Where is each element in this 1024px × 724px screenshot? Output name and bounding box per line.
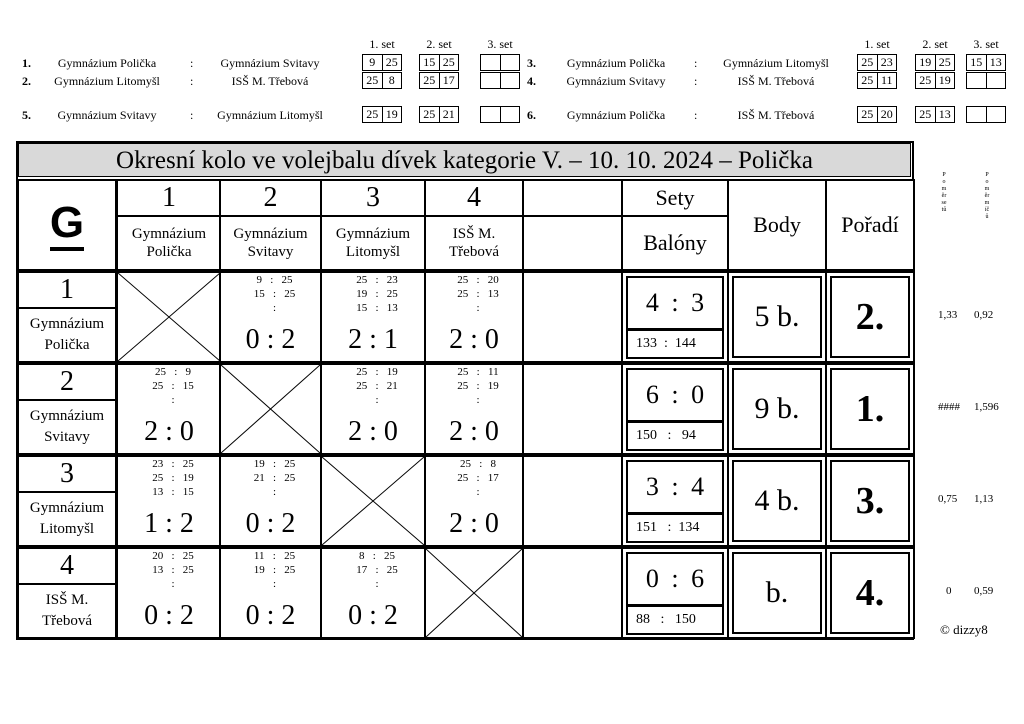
- set-home-score: 25: [366, 73, 379, 87]
- empty-header: [522, 179, 623, 217]
- group-letter: G: [50, 199, 84, 251]
- match-result: 0 : 2: [348, 600, 398, 631]
- away-team: Gymnázium Litomyšl: [217, 108, 323, 122]
- set-away-score: [986, 73, 1006, 88]
- ratio-header: Poměr setů: [941, 172, 947, 213]
- row-number: 4: [17, 547, 117, 585]
- column-number: 1: [116, 179, 222, 217]
- match-result: 2 : 0: [348, 416, 398, 447]
- match-number: 5.: [22, 108, 31, 122]
- table-title: Okresní kolo ve volejbalu dívek kategorie V. – 10. 10. 2024 – Polička: [18, 143, 911, 177]
- set-away-score: 11: [877, 73, 897, 88]
- match-number: 1.: [22, 56, 31, 70]
- set-home-score: [481, 73, 500, 88]
- rank-value: 1.: [830, 368, 910, 450]
- sets-ratio: 4 : 3: [626, 276, 724, 330]
- column-team-name: Gymnázium Litomyšl: [320, 215, 426, 271]
- set-away-score: [500, 73, 520, 88]
- match-cell: [320, 363, 426, 455]
- set-home-score: 25: [919, 107, 932, 121]
- separator: :: [190, 74, 194, 88]
- empty-cell: [522, 455, 623, 547]
- points-header: Body: [727, 179, 827, 271]
- set-score-box: [857, 106, 897, 123]
- match-cell: [424, 363, 524, 455]
- ball-ratio-value: 0,59: [974, 585, 994, 597]
- set-away-score: 13: [986, 55, 1006, 70]
- sets-balls-cell: [621, 455, 729, 547]
- set-away-score: 25: [382, 55, 402, 70]
- set-score-box: [857, 54, 897, 71]
- set-score-box: [966, 72, 1006, 89]
- set-home-score: 25: [919, 73, 932, 87]
- set-home-score: 15: [970, 55, 983, 69]
- set-header: 2. set: [922, 37, 948, 51]
- match-result: 0 : 2: [245, 600, 296, 631]
- set-scores: 25 : 8 25 : 17 :: [457, 458, 499, 498]
- points-cell: [727, 363, 827, 455]
- set-score-box: [966, 106, 1006, 123]
- set-scores: 23 : 25 25 : 19 13 : 15: [152, 458, 194, 498]
- set-home-score: 25: [861, 73, 874, 87]
- set-home-score: 25: [366, 107, 379, 121]
- set-scores: 20 : 25 13 : 25 :: [152, 550, 194, 590]
- match-number: 4.: [527, 74, 536, 88]
- group-label: [17, 179, 117, 271]
- separator: :: [190, 108, 194, 122]
- points-cell: [727, 547, 827, 639]
- match-result: 2 : 0: [144, 416, 194, 447]
- set-score-box: [419, 54, 459, 71]
- match-cell: [219, 547, 322, 639]
- separator: :: [694, 74, 698, 88]
- balls-header: Balóny: [621, 215, 729, 271]
- set-header: 2. set: [426, 37, 452, 51]
- balls-ratio: 88 : 150: [626, 605, 724, 635]
- sets-balls-cell: [621, 271, 729, 363]
- match-number: 3.: [527, 56, 536, 70]
- points-value: 5 b.: [732, 276, 822, 358]
- rank-cell: [825, 363, 915, 455]
- empty-header: [522, 215, 623, 271]
- set-away-score: 19: [382, 107, 402, 122]
- column-team-name: Gymnázium Svitavy: [219, 215, 322, 271]
- row-number: 3: [17, 455, 117, 493]
- match-cell: [116, 363, 222, 455]
- set-score-box: [480, 72, 520, 89]
- sets-balls-cell: [621, 547, 729, 639]
- ball-ratio-value: 1,596: [974, 401, 999, 413]
- set-score-box: [419, 72, 459, 89]
- match-cell: [424, 455, 524, 547]
- empty-cell: [522, 363, 623, 455]
- away-team: Gymnázium Litomyšl: [723, 56, 829, 70]
- set-scores: 11 : 25 19 : 25 :: [253, 550, 296, 590]
- row-team-name: ISŠ M. Třebová: [17, 583, 117, 639]
- sets-ratio: 6 : 0: [626, 368, 724, 422]
- set-home-score: 19: [919, 55, 932, 69]
- balls-ratio: 151 : 134: [626, 513, 724, 543]
- rank-cell: [825, 455, 915, 547]
- match-cell: [424, 271, 524, 363]
- set-score-box: [419, 106, 459, 123]
- match-cell: [116, 455, 222, 547]
- match-cell: [320, 271, 426, 363]
- set-away-score: 8: [382, 73, 402, 88]
- rank-value: 3.: [830, 460, 910, 542]
- ball-ratio-value: 0,92: [974, 309, 994, 321]
- diagonal-cell: [424, 547, 524, 639]
- set-score-box: [362, 72, 402, 89]
- cross-mark: [322, 457, 424, 545]
- set-scores: 19 : 25 21 : 25 :: [253, 458, 296, 498]
- home-team: Gymnázium Litomyšl: [54, 74, 160, 88]
- set-header: 1. set: [864, 37, 890, 51]
- set-score-box: [480, 106, 520, 123]
- separator: :: [694, 108, 698, 122]
- points-cell: [727, 455, 827, 547]
- ratio-header: Poměr míčů: [984, 172, 990, 220]
- away-team: ISŠ M. Třebová: [737, 108, 815, 122]
- sets-ratio: 3 : 4: [626, 460, 724, 514]
- empty-cell: [522, 547, 623, 639]
- set-away-score: [986, 107, 1006, 122]
- set-home-score: [481, 107, 500, 122]
- set-away-score: 25: [935, 55, 955, 70]
- match-cell: [219, 271, 322, 363]
- home-team: Gymnázium Polička: [566, 108, 666, 122]
- set-home-score: [967, 73, 986, 88]
- set-header: 3. set: [973, 37, 999, 51]
- away-team: ISŠ M. Třebová: [737, 74, 815, 88]
- match-result: 1 : 2: [144, 508, 194, 539]
- match-number: 6.: [527, 108, 536, 122]
- cross-mark: [426, 549, 522, 637]
- separator: :: [694, 56, 698, 70]
- home-team: Gymnázium Svitavy: [566, 74, 666, 88]
- set-scores: 25 : 11 25 : 19 :: [457, 366, 499, 406]
- cross-mark: [221, 365, 320, 453]
- column-number: 4: [424, 179, 524, 217]
- points-value: 4 b.: [732, 460, 822, 542]
- set-score-box: [857, 72, 897, 89]
- set-home-score: 25: [861, 107, 874, 121]
- match-cell: [320, 547, 426, 639]
- set-scores: 25 : 23 19 : 25 15 : 13: [356, 274, 398, 314]
- rank-header: Pořadí: [825, 179, 915, 271]
- set-score-box: [915, 106, 955, 123]
- points-value: 9 b.: [732, 368, 822, 450]
- match-result: 0 : 2: [245, 508, 296, 539]
- balls-ratio: 133 : 144: [626, 329, 724, 359]
- sets-ratio: 0 : 6: [626, 552, 724, 606]
- set-away-score: [500, 55, 520, 70]
- set-scores: 8 : 25 17 : 25 :: [356, 550, 398, 590]
- home-team: Gymnázium Svitavy: [57, 108, 157, 122]
- match-result: 0 : 2: [144, 600, 194, 631]
- column-number: 3: [320, 179, 426, 217]
- match-result: 0 : 2: [245, 324, 296, 355]
- match-cell: [116, 547, 222, 639]
- match-cell: [219, 455, 322, 547]
- set-home-score: 25: [423, 107, 436, 121]
- row-number: 1: [17, 271, 117, 309]
- set-ratio-value: 0: [946, 585, 952, 597]
- set-score-box: [915, 54, 955, 71]
- row-team-name: Gymnázium Svitavy: [17, 399, 117, 455]
- diagonal-cell: [116, 271, 222, 363]
- away-team: ISŠ M. Třebová: [231, 74, 309, 88]
- set-scores: 25 : 19 25 : 21 :: [356, 366, 398, 406]
- match-result: 2 : 0: [449, 508, 499, 539]
- set-header: 1. set: [369, 37, 395, 51]
- separator: :: [190, 56, 194, 70]
- cross-mark: [118, 273, 220, 361]
- set-home-score: [967, 107, 986, 122]
- set-scores: 25 : 9 25 : 15 :: [152, 366, 194, 406]
- set-away-score: 25: [439, 55, 459, 70]
- match-result: 2 : 0: [449, 416, 499, 447]
- set-away-score: 19: [935, 73, 955, 88]
- set-home-score: 9: [369, 55, 376, 69]
- set-home-score: 25: [861, 55, 874, 69]
- set-scores: 25 : 20 25 : 13 :: [457, 274, 499, 314]
- diagonal-cell: [219, 363, 322, 455]
- set-home-score: 25: [423, 73, 436, 87]
- match-result: 2 : 0: [449, 324, 499, 355]
- copyright: © dizzy8: [940, 622, 988, 637]
- set-score-box: [915, 72, 955, 89]
- set-score-box: [362, 106, 402, 123]
- set-away-score: 23: [877, 55, 897, 70]
- away-team: Gymnázium Svitavy: [220, 56, 320, 70]
- set-away-score: 20: [877, 107, 897, 122]
- home-team: Gymnázium Polička: [57, 56, 157, 70]
- sets-header: Sety: [621, 179, 729, 217]
- row-team-name: Gymnázium Polička: [17, 307, 117, 363]
- set-score-box: [480, 54, 520, 71]
- set-ratio-value: 0,75: [938, 493, 958, 505]
- column-team-name: ISŠ M. Třebová: [424, 215, 524, 271]
- set-scores: 9 : 25 15 : 25 :: [253, 274, 296, 314]
- home-team: Gymnázium Polička: [566, 56, 666, 70]
- rank-cell: [825, 271, 915, 363]
- balls-ratio: 150 : 94: [626, 421, 724, 451]
- set-score-box: [362, 54, 402, 71]
- points-cell: [727, 271, 827, 363]
- diagonal-cell: [320, 455, 426, 547]
- rank-value: 4.: [830, 552, 910, 634]
- set-score-box: [966, 54, 1006, 71]
- match-result: 2 : 1: [348, 324, 398, 355]
- match-number: 2.: [22, 74, 31, 88]
- row-team-name: Gymnázium Litomyšl: [17, 491, 117, 547]
- column-team-name: Gymnázium Polička: [116, 215, 222, 271]
- column-number: 2: [219, 179, 322, 217]
- points-value: b.: [732, 552, 822, 634]
- rank-cell: [825, 547, 915, 639]
- rank-value: 2.: [830, 276, 910, 358]
- empty-cell: [522, 271, 623, 363]
- sets-balls-cell: [621, 363, 729, 455]
- set-away-score: 13: [935, 107, 955, 122]
- set-away-score: [500, 107, 520, 122]
- set-ratio-value: 1,33: [938, 309, 958, 321]
- set-header: 3. set: [487, 37, 513, 51]
- set-home-score: 15: [423, 55, 436, 69]
- set-away-score: 21: [439, 107, 459, 122]
- set-ratio-value: ####: [938, 401, 960, 413]
- ball-ratio-value: 1,13: [974, 493, 994, 505]
- row-number: 2: [17, 363, 117, 401]
- set-away-score: 17: [439, 73, 459, 88]
- set-home-score: [481, 55, 500, 70]
